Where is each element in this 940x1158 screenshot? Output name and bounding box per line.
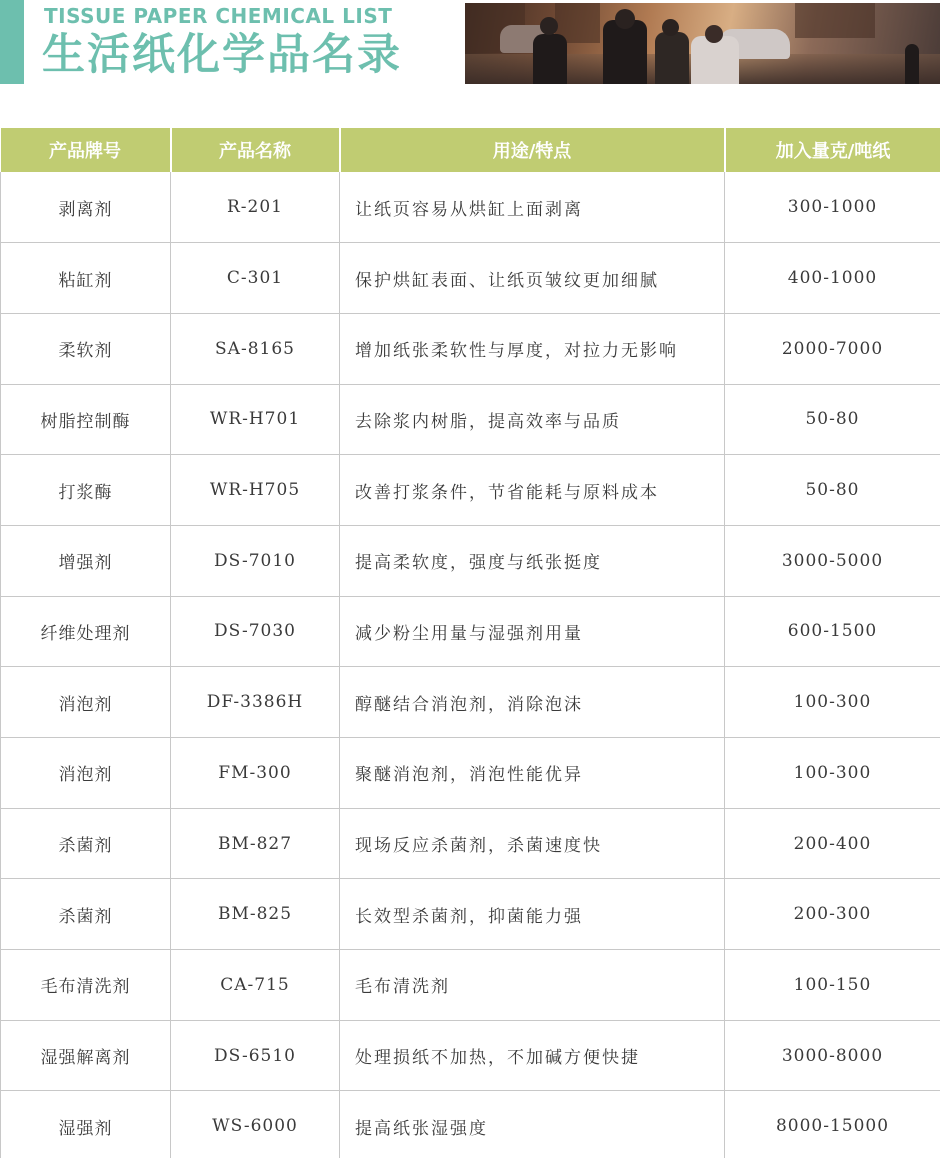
cell-name: WS-6000 <box>171 1091 340 1158</box>
column-header-brand: 产品牌号 <box>1 128 171 172</box>
cell-use: 聚醚消泡剂，消泡性能优异 <box>340 738 725 809</box>
cell-name: FM-300 <box>171 738 340 809</box>
table-row <box>1 1020 940 1091</box>
table-row <box>1 667 940 738</box>
column-header-name: 产品名称 <box>171 128 340 172</box>
cell-use: 毛布清洗剂 <box>340 950 725 1021</box>
accent-bar <box>0 0 24 84</box>
table-row <box>1 738 940 809</box>
cell-name: CA-715 <box>171 950 340 1021</box>
cell-brand: 毛布清洗剂 <box>1 950 171 1021</box>
table-row <box>1 455 940 526</box>
cell-name: BM-827 <box>171 808 340 879</box>
cell-dose: 300-1000 <box>725 172 940 243</box>
cell-dose: 100-300 <box>725 738 940 809</box>
cell-use: 现场反应杀菌剂，杀菌速度快 <box>340 808 725 879</box>
table-row <box>1 950 940 1021</box>
cell-use: 减少粉尘用量与湿强剂用量 <box>340 596 725 667</box>
cell-name: WR-H701 <box>171 384 340 455</box>
cell-use: 处理损纸不加热，不加碱方便快捷 <box>340 1020 725 1091</box>
cell-dose: 8000-15000 <box>725 1091 940 1158</box>
cell-dose: 100-300 <box>725 667 940 738</box>
cell-name: BM-825 <box>171 879 340 950</box>
table-row <box>1 525 940 596</box>
cell-dose: 200-400 <box>725 808 940 879</box>
cell-dose: 2000-7000 <box>725 313 940 384</box>
cell-use: 改善打浆条件，节省能耗与原料成本 <box>340 455 725 526</box>
cell-brand: 消泡剂 <box>1 667 171 738</box>
cell-name: C-301 <box>171 243 340 314</box>
cell-name: R-201 <box>171 172 340 243</box>
chemical-table <box>0 128 940 1158</box>
cell-use: 醇醚结合消泡剂，消除泡沫 <box>340 667 725 738</box>
title-english: TISSUE PAPER CHEMICAL LIST <box>44 4 393 28</box>
table-row <box>1 879 940 950</box>
cell-name: DS-6510 <box>171 1020 340 1091</box>
table-row <box>1 596 940 667</box>
cell-dose: 400-1000 <box>725 243 940 314</box>
table-row <box>1 384 940 455</box>
cell-dose: 3000-8000 <box>725 1020 940 1091</box>
cell-brand: 树脂控制酶 <box>1 384 171 455</box>
cell-brand: 湿强解离剂 <box>1 1020 171 1091</box>
header-photo <box>465 3 940 84</box>
table-row <box>1 1091 940 1158</box>
table-header-row <box>1 128 940 172</box>
cell-use: 增加纸张柔软性与厚度，对拉力无影响 <box>340 313 725 384</box>
cell-use: 保护烘缸表面、让纸页皱纹更加细腻 <box>340 243 725 314</box>
table-row <box>1 243 940 314</box>
cell-brand: 柔软剂 <box>1 313 171 384</box>
cell-brand: 杀菌剂 <box>1 879 171 950</box>
table-row <box>1 808 940 879</box>
page-title: 生活纸化学品名录 <box>42 30 402 80</box>
cell-dose: 600-1500 <box>725 596 940 667</box>
cell-brand: 纤维处理剂 <box>1 596 171 667</box>
column-header-dose: 加入量克/吨纸 <box>725 128 940 172</box>
cell-name: DS-7010 <box>171 525 340 596</box>
cell-brand: 打浆酶 <box>1 455 171 526</box>
cell-brand: 消泡剂 <box>1 738 171 809</box>
cell-dose: 3000-5000 <box>725 525 940 596</box>
cell-brand: 湿强剂 <box>1 1091 171 1158</box>
cell-use: 提高柔软度，强度与纸张挺度 <box>340 525 725 596</box>
cell-use: 提高纸张湿强度 <box>340 1091 725 1158</box>
cell-dose: 50-80 <box>725 384 940 455</box>
cell-use: 长效型杀菌剂，抑菌能力强 <box>340 879 725 950</box>
cell-name: DF-3386H <box>171 667 340 738</box>
cell-brand: 杀菌剂 <box>1 808 171 879</box>
cell-use: 去除浆内树脂，提高效率与品质 <box>340 384 725 455</box>
cell-brand: 增强剂 <box>1 525 171 596</box>
cell-name: DS-7030 <box>171 596 340 667</box>
cell-brand: 粘缸剂 <box>1 243 171 314</box>
table-row <box>1 313 940 384</box>
cell-name: SA-8165 <box>171 313 340 384</box>
cell-brand: 剥离剂 <box>1 172 171 243</box>
page-header <box>0 0 940 96</box>
cell-dose: 100-150 <box>725 950 940 1021</box>
cell-use: 让纸页容易从烘缸上面剥离 <box>340 172 725 243</box>
table-row <box>1 172 940 243</box>
column-header-use: 用途/特点 <box>340 128 725 172</box>
cell-dose: 50-80 <box>725 455 940 526</box>
cell-name: WR-H705 <box>171 455 340 526</box>
cell-dose: 200-300 <box>725 879 940 950</box>
